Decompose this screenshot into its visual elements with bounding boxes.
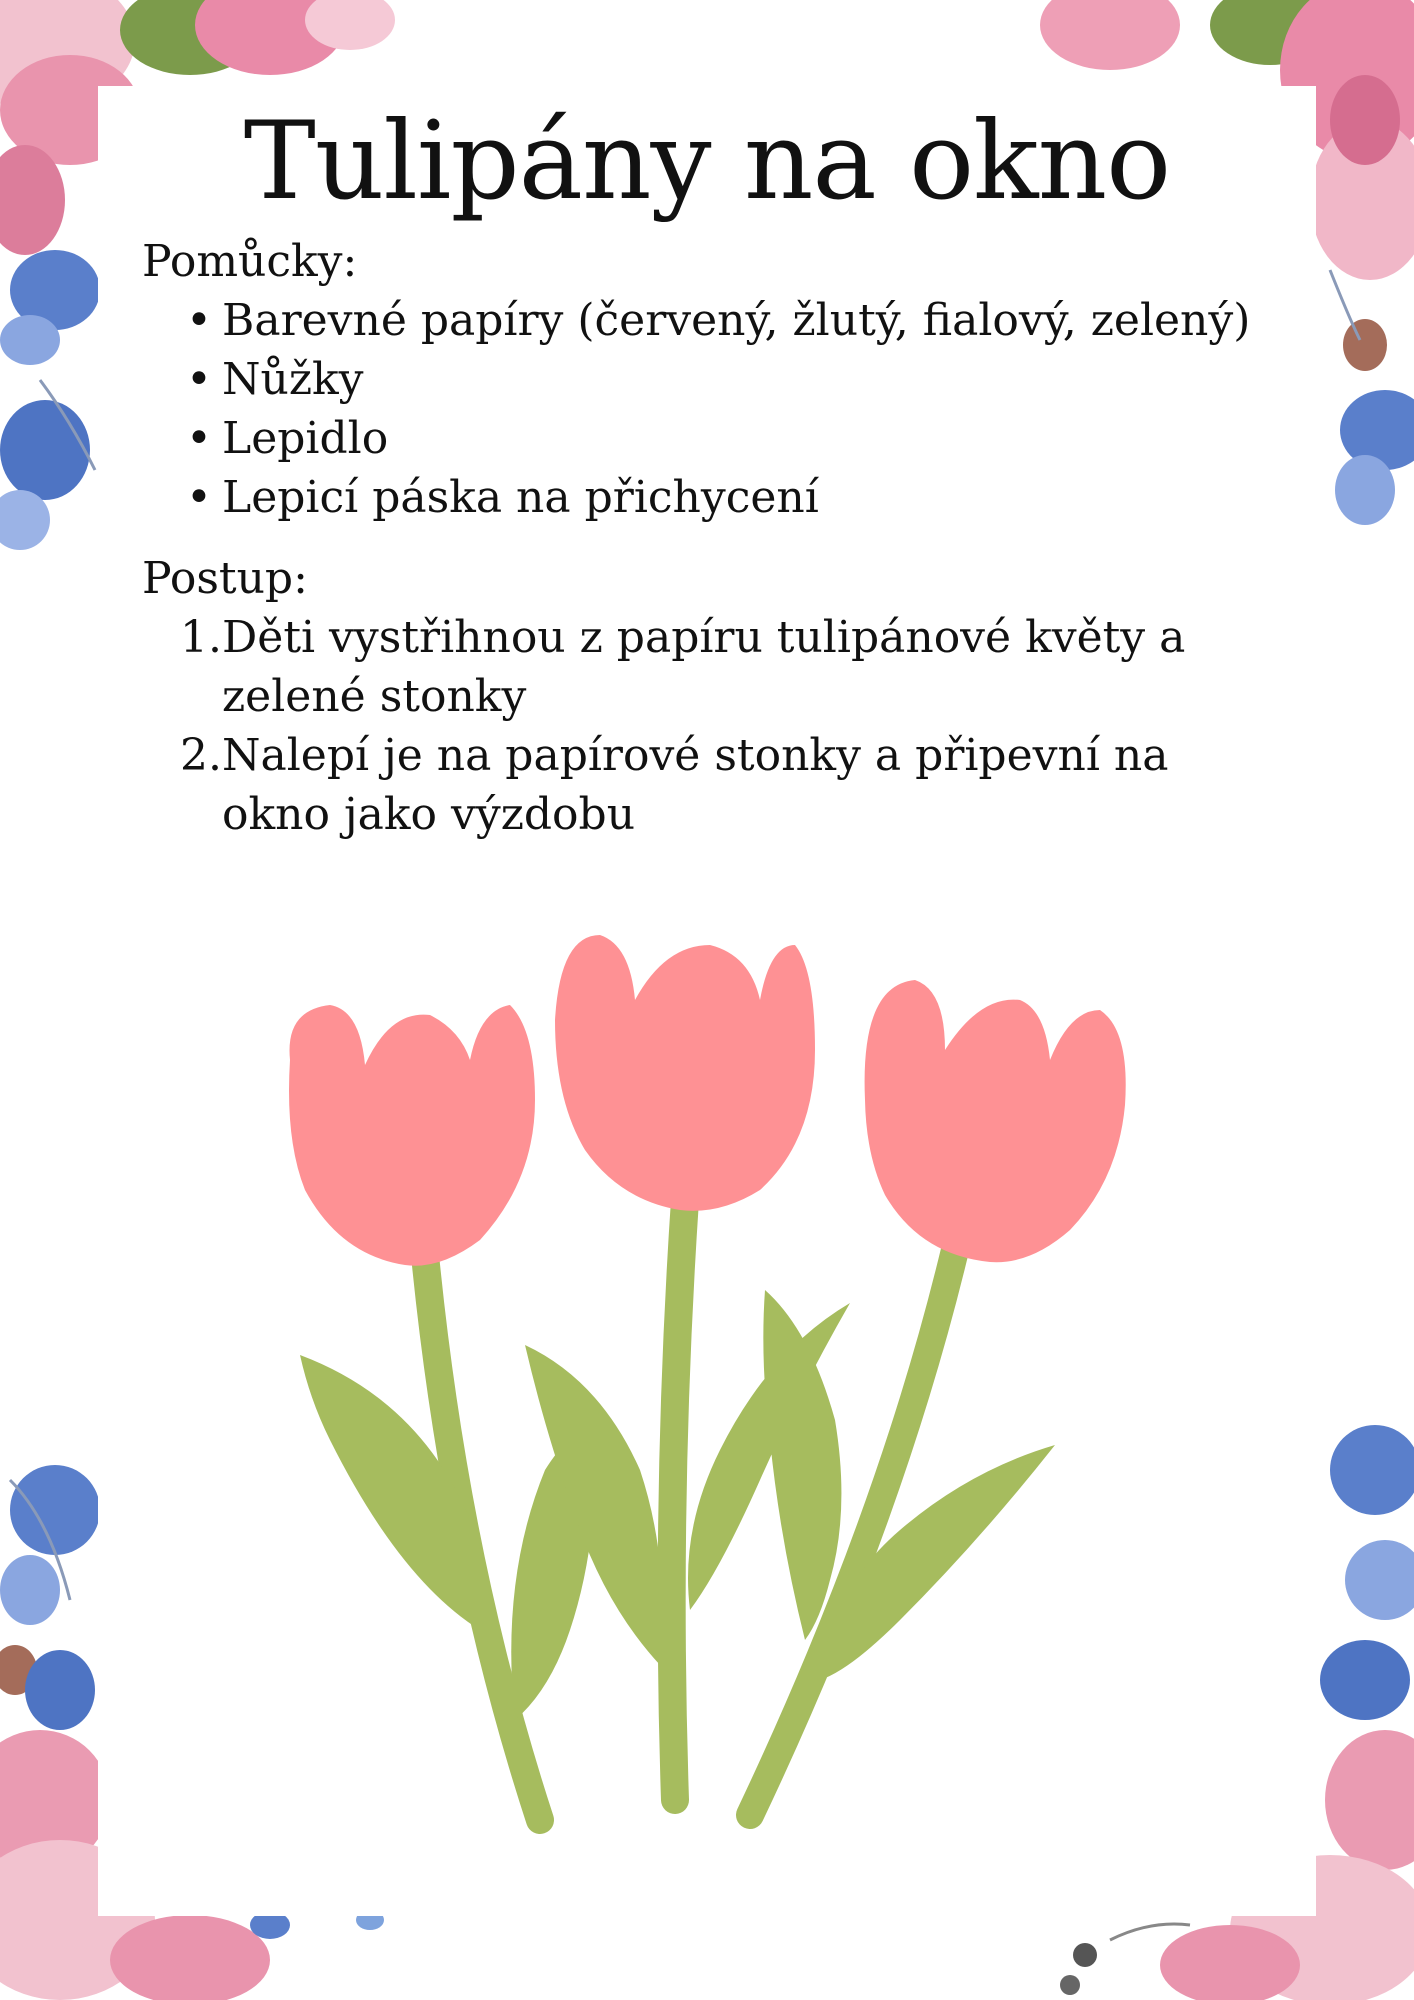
- step-number: 1.: [180, 612, 222, 663]
- list-item: [142, 291, 1252, 350]
- list-item: [142, 409, 1252, 468]
- supply-text: Lepicí páska na přichycení: [222, 472, 819, 523]
- bullet-icon: •: [186, 472, 212, 523]
- instructions: [142, 232, 1252, 844]
- list-item: [142, 608, 1252, 726]
- supplies-heading: Pomůcky:: [142, 236, 358, 287]
- tulip-illustration: [270, 920, 1150, 1840]
- page-title: Tulipány na okno: [243, 99, 1171, 224]
- tulip-blooms: [289, 935, 1126, 1266]
- procedure-heading: Postup:: [142, 553, 308, 604]
- step-text: Děti vystřihnou z papíru tulipánové květy a zelené stonky: [222, 612, 1186, 722]
- supplies-list: [142, 291, 1252, 527]
- list-item: [142, 468, 1252, 527]
- supply-text: Barevné papíry (červený, žlutý, fialový, zelený): [222, 295, 1251, 346]
- tulip-bloom-left: [289, 1005, 535, 1266]
- step-text: Nalepí je na papírové stonky a připevní na okno jako výzdobu: [222, 730, 1169, 840]
- list-item: [142, 726, 1252, 844]
- tulip-stem-middle: [672, 1200, 685, 1800]
- bullet-icon: •: [186, 413, 212, 464]
- supply-text: Lepidlo: [222, 413, 389, 464]
- tulip-bloom-right: [865, 980, 1126, 1262]
- step-number: 2.: [180, 730, 222, 781]
- supply-text: Nůžky: [222, 354, 364, 405]
- bullet-icon: •: [186, 354, 212, 405]
- leaf-right-upright: [763, 1290, 841, 1640]
- stems-and-leaves: [300, 1200, 1055, 1820]
- tulip-bloom-middle: [555, 935, 815, 1211]
- bullet-icon: •: [186, 295, 212, 346]
- procedure-list: [142, 608, 1252, 844]
- list-item: [142, 350, 1252, 409]
